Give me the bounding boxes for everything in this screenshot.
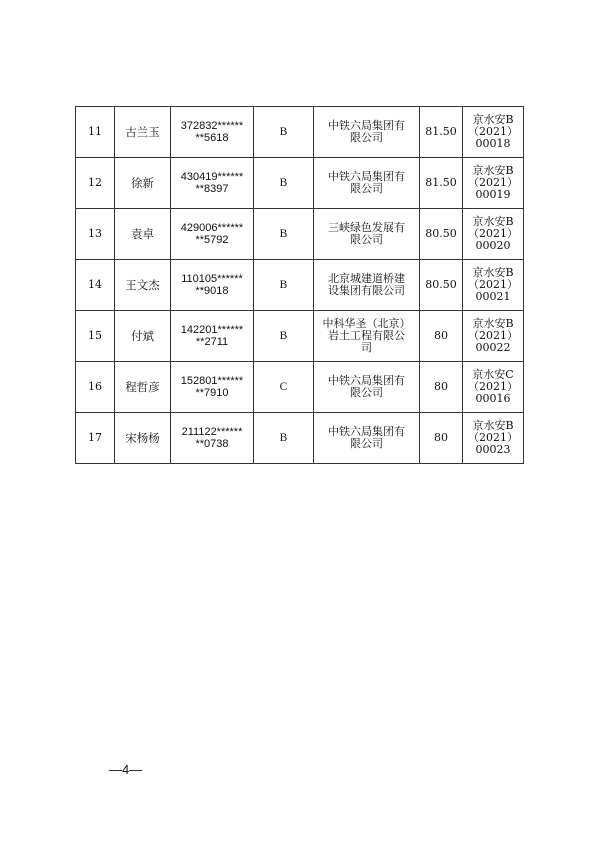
person-name: 程哲彦 [115, 362, 171, 413]
cert-grade: B [254, 260, 314, 311]
certificate-number: 京水安B （2021） 00018 [463, 107, 524, 158]
id-number: 142201****** **2711 [171, 311, 254, 362]
exam-score: 81.50 [420, 107, 463, 158]
table-row [76, 260, 524, 311]
certificate-number: 京水安B （2021） 00023 [463, 413, 524, 464]
work-unit: 中铁六局集团有 限公司 [314, 413, 420, 464]
row-number: 12 [76, 158, 115, 209]
row-number: 15 [76, 311, 115, 362]
cert-grade: C [254, 362, 314, 413]
cert-grade: B [254, 158, 314, 209]
person-name: 付斌 [115, 311, 171, 362]
cert-grade: B [254, 311, 314, 362]
certificate-number: 京水安B （2021） 00020 [463, 209, 524, 260]
person-name: 宋杨杨 [115, 413, 171, 464]
id-number: 152801****** **7910 [171, 362, 254, 413]
work-unit: 三峡绿色发展有 限公司 [314, 209, 420, 260]
exam-score: 80.50 [420, 260, 463, 311]
exam-score: 80 [420, 362, 463, 413]
cert-grade: B [254, 107, 314, 158]
exam-score: 80 [420, 311, 463, 362]
table-row [76, 362, 524, 413]
id-number: 372832****** **5618 [171, 107, 254, 158]
person-name: 古兰玉 [115, 107, 171, 158]
work-unit: 中铁六局集团有 限公司 [314, 362, 420, 413]
cert-grade: B [254, 209, 314, 260]
id-number: 211122****** **0738 [171, 413, 254, 464]
row-number: 16 [76, 362, 115, 413]
cert-grade: B [254, 413, 314, 464]
person-name: 袁卓 [115, 209, 171, 260]
id-number: 430419****** **8397 [171, 158, 254, 209]
table-row [76, 209, 524, 260]
table-row [76, 158, 524, 209]
table-row [76, 311, 524, 362]
row-number: 14 [76, 260, 115, 311]
certificate-number: 京水安B （2021） 00022 [463, 311, 524, 362]
table-row [76, 107, 524, 158]
id-number: 110105****** **9018 [171, 260, 254, 311]
row-number: 17 [76, 413, 115, 464]
exam-score: 81.50 [420, 158, 463, 209]
certificate-number: 京水安B （2021） 00019 [463, 158, 524, 209]
person-name: 徐新 [115, 158, 171, 209]
work-unit: 中科华圣（北京） 岩土工程有限公 司 [314, 311, 420, 362]
id-number: 429006****** **5792 [171, 209, 254, 260]
page-number: —4— [109, 762, 143, 777]
certificate-number: 京水安B （2021） 00021 [463, 260, 524, 311]
roster-table [75, 106, 524, 464]
row-number: 13 [76, 209, 115, 260]
certificate-number: 京水安C （2021） 00016 [463, 362, 524, 413]
exam-score: 80.50 [420, 209, 463, 260]
work-unit: 中铁六局集团有 限公司 [314, 158, 420, 209]
exam-score: 80 [420, 413, 463, 464]
person-name: 王文杰 [115, 260, 171, 311]
table-row [76, 413, 524, 464]
row-number: 11 [76, 107, 115, 158]
work-unit: 北京城建道桥建 设集团有限公司 [314, 260, 420, 311]
work-unit: 中铁六局集团有 限公司 [314, 107, 420, 158]
